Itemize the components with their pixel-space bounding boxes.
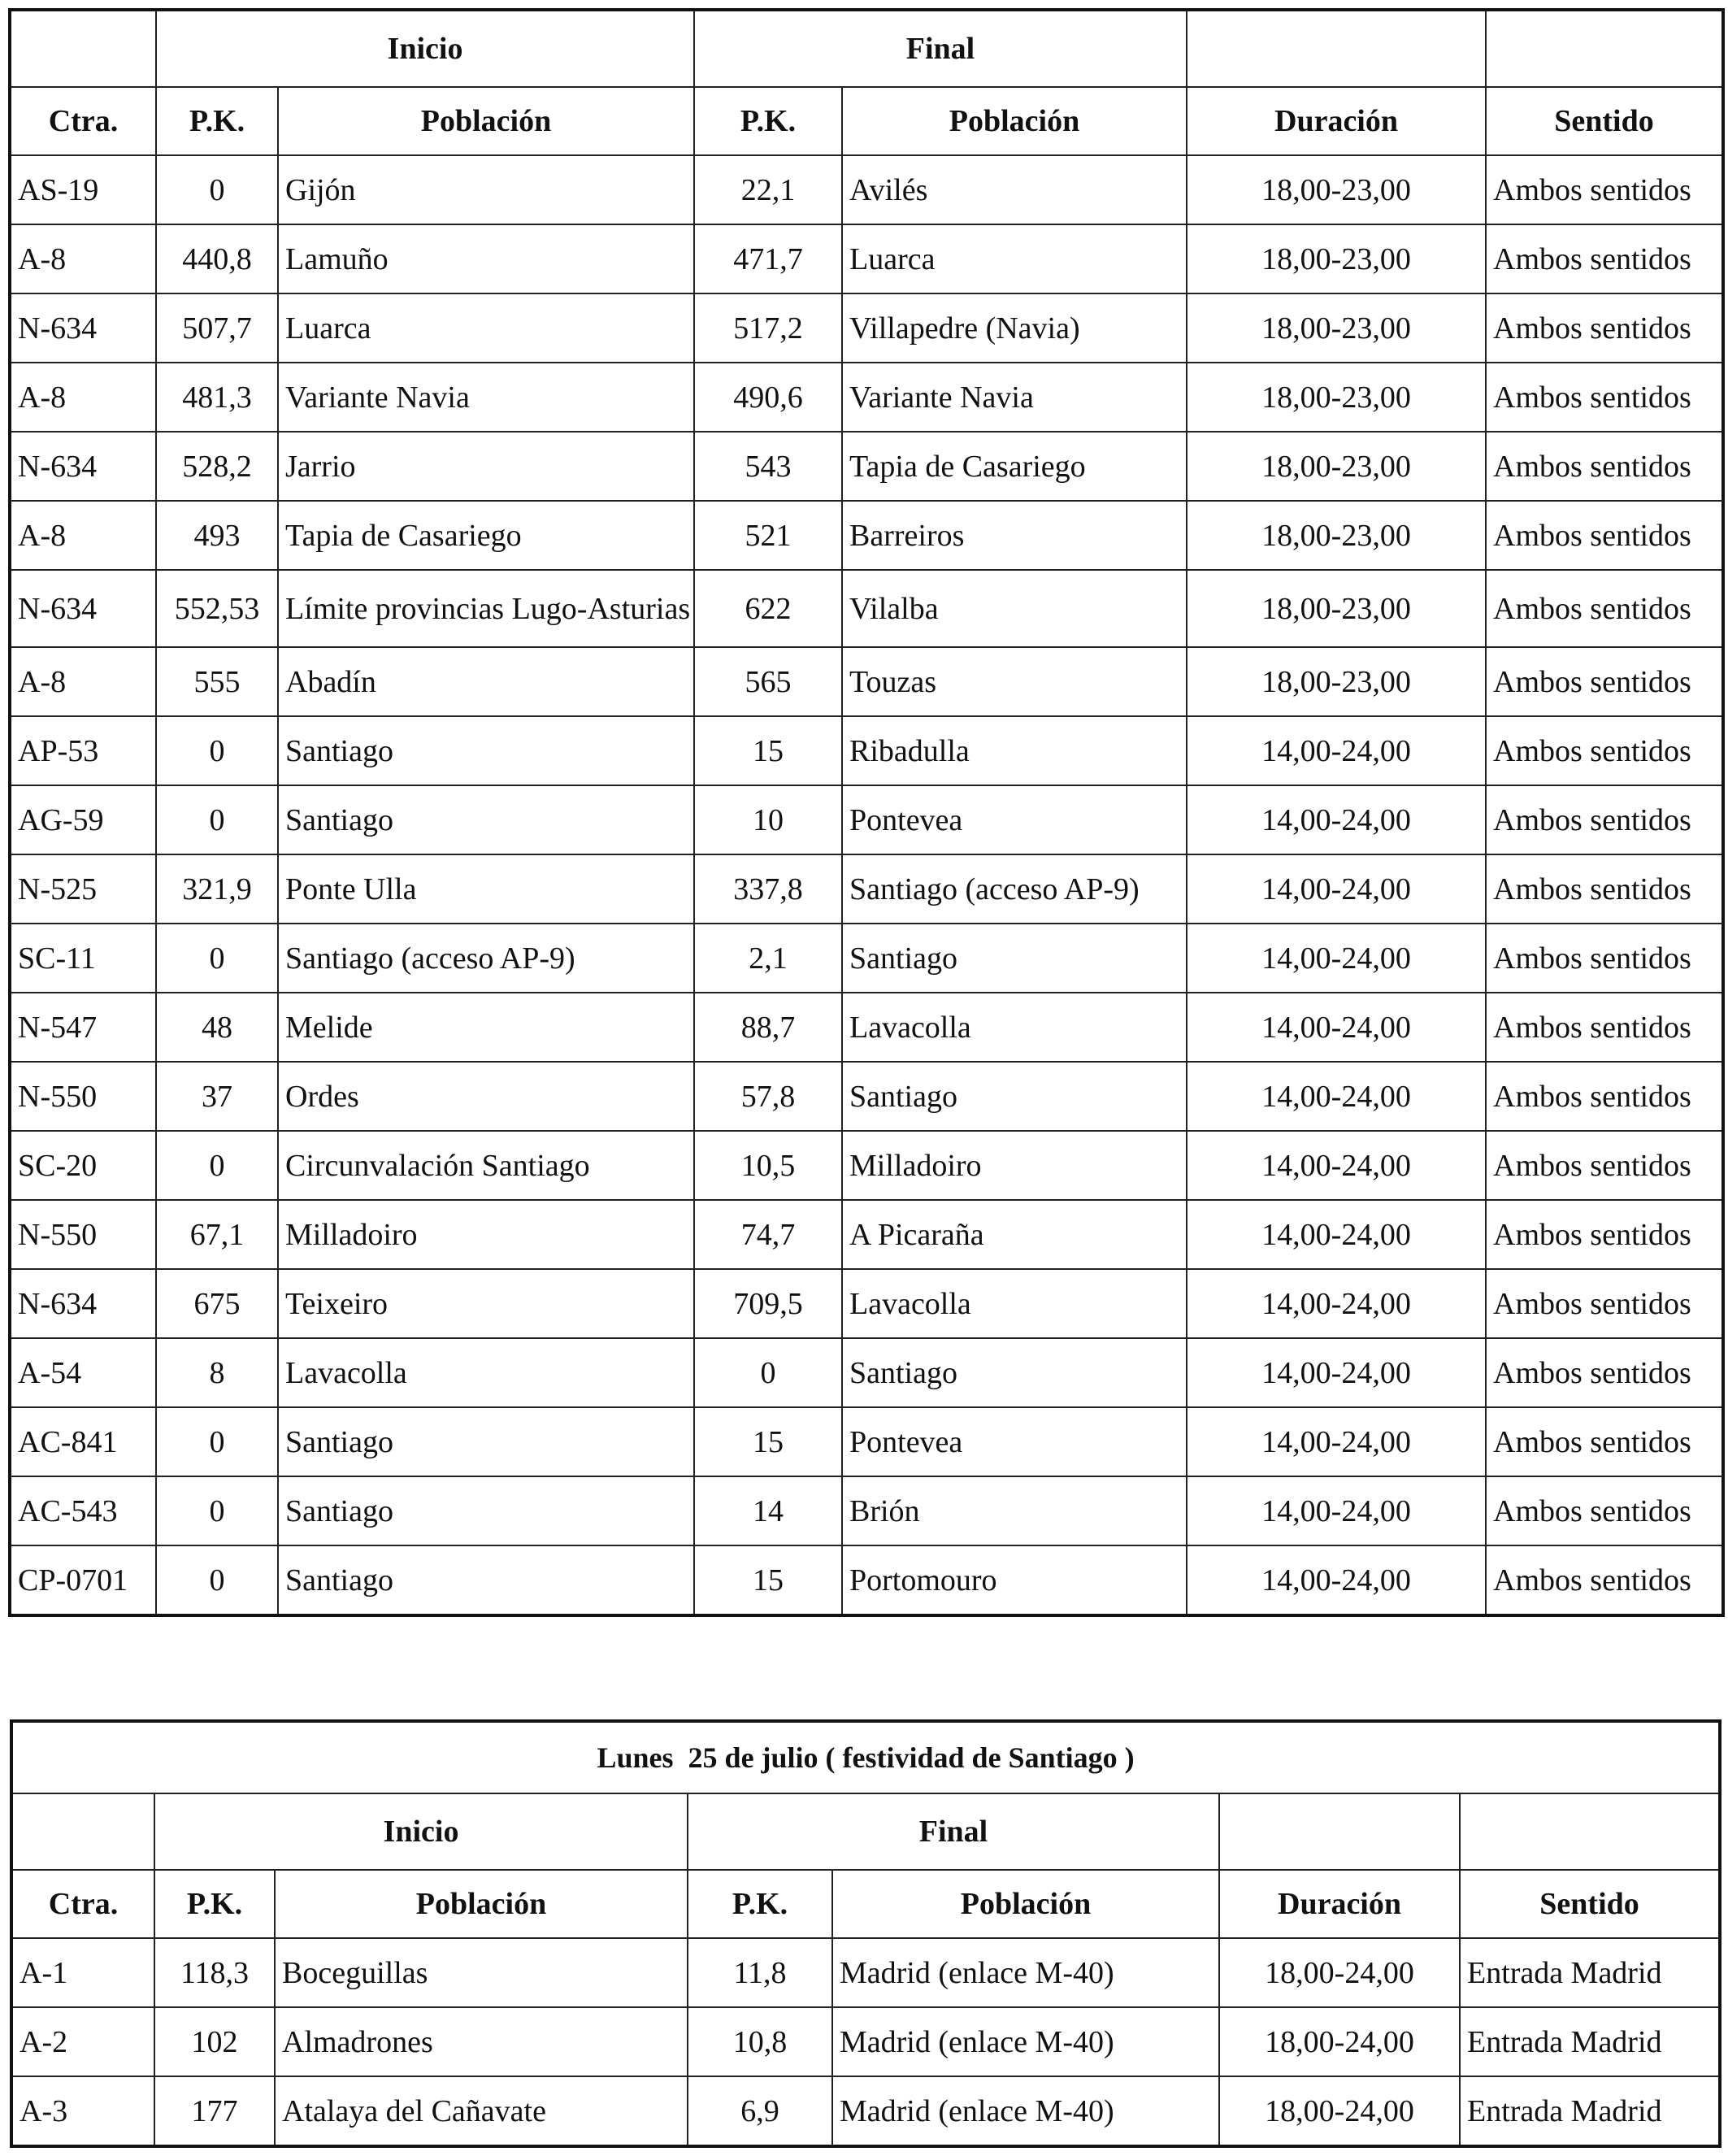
cell-end-pk: 10 — [694, 785, 842, 854]
cell-road: A-8 — [10, 501, 156, 570]
column-header-direction: Sentido — [1486, 87, 1723, 155]
cell-road: N-634 — [10, 432, 156, 501]
column-header-end-pk: P.K. — [688, 1870, 832, 1938]
end-group-header: Final — [688, 1793, 1219, 1870]
cell-start-town: Gijón — [278, 155, 694, 224]
table-row — [10, 1200, 1723, 1269]
table-row — [10, 293, 1723, 363]
cell-road: A-3 — [11, 2076, 154, 2146]
cell-start-town: Atalaya del Cañavate — [275, 2076, 688, 2146]
cell-end-town: Brión — [842, 1476, 1187, 1545]
empty-header-cell — [1486, 10, 1723, 87]
cell-road: SC-11 — [10, 924, 156, 993]
empty-header-cell — [11, 1793, 154, 1870]
cell-end-town: Tapia de Casariego — [842, 432, 1187, 501]
cell-end-town: Lavacolla — [842, 1269, 1187, 1338]
cell-start-pk: 481,3 — [156, 363, 278, 432]
table-row — [10, 924, 1723, 993]
cell-duration: 14,00-24,00 — [1187, 1131, 1486, 1200]
cell-direction: Ambos sentidos — [1486, 924, 1723, 993]
cell-start-town: Tapia de Casariego — [278, 501, 694, 570]
cell-start-pk: 118,3 — [154, 1938, 275, 2007]
cell-duration: 14,00-24,00 — [1187, 1338, 1486, 1407]
cell-direction: Ambos sentidos — [1486, 647, 1723, 716]
cell-start-pk: 48 — [156, 993, 278, 1062]
cell-direction: Ambos sentidos — [1486, 293, 1723, 363]
cell-road: N-634 — [10, 1269, 156, 1338]
cell-start-town: Abadín — [278, 647, 694, 716]
cell-direction: Ambos sentidos — [1486, 1476, 1723, 1545]
table-row — [11, 1938, 1720, 2007]
cell-start-town: Milladoiro — [278, 1200, 694, 1269]
cell-end-pk: 490,6 — [694, 363, 842, 432]
table-body — [11, 1938, 1720, 2146]
cell-duration: 14,00-24,00 — [1187, 1062, 1486, 1131]
cell-road: A-8 — [10, 224, 156, 293]
start-group-header: Inicio — [154, 1793, 688, 1870]
table-row — [10, 1131, 1723, 1200]
cell-end-town: Vilalba — [842, 570, 1187, 647]
cell-end-pk: 10,5 — [694, 1131, 842, 1200]
cell-duration: 14,00-24,00 — [1187, 854, 1486, 924]
cell-duration: 14,00-24,00 — [1187, 1545, 1486, 1615]
cell-road: AS-19 — [10, 155, 156, 224]
cell-road: A-54 — [10, 1338, 156, 1407]
cell-start-town: Luarca — [278, 293, 694, 363]
cell-direction: Ambos sentidos — [1486, 432, 1723, 501]
cell-end-pk: 15 — [694, 1545, 842, 1615]
cell-start-pk: 552,53 — [156, 570, 278, 647]
cell-start-town: Lamuño — [278, 224, 694, 293]
cell-end-town: Santiago — [842, 924, 1187, 993]
cell-duration: 14,00-24,00 — [1187, 1269, 1486, 1338]
cell-road: N-547 — [10, 993, 156, 1062]
cell-direction: Ambos sentidos — [1486, 716, 1723, 785]
cell-end-town: Variante Navia — [842, 363, 1187, 432]
cell-duration: 18,00-23,00 — [1187, 647, 1486, 716]
cell-start-town: Jarrio — [278, 432, 694, 501]
cell-start-town: Límite provincias Lugo-Asturias — [278, 570, 694, 647]
cell-start-pk: 0 — [156, 716, 278, 785]
cell-start-pk: 675 — [156, 1269, 278, 1338]
cell-duration: 14,00-24,00 — [1187, 1476, 1486, 1545]
cell-direction: Entrada Madrid — [1460, 2007, 1720, 2076]
table-row — [10, 1545, 1723, 1615]
table-row — [10, 224, 1723, 293]
column-header-start-town: Población — [275, 1870, 688, 1938]
cell-direction: Ambos sentidos — [1486, 1131, 1723, 1200]
cell-road: A-8 — [10, 647, 156, 716]
column-header-direction: Sentido — [1460, 1870, 1720, 1938]
cell-end-town: Santiago — [842, 1062, 1187, 1131]
table-title: Lunes 25 de julio ( festividad de Santiago ) — [11, 1721, 1720, 1793]
empty-header-cell — [10, 10, 156, 87]
cell-end-pk: 6,9 — [688, 2076, 832, 2146]
cell-start-town: Santiago — [278, 785, 694, 854]
cell-start-pk: 0 — [156, 924, 278, 993]
column-header-end-pk: P.K. — [694, 87, 842, 155]
santiago-holiday-table — [10, 1719, 1721, 2148]
cell-start-pk: 177 — [154, 2076, 275, 2146]
cell-direction: Ambos sentidos — [1486, 1062, 1723, 1131]
cell-road: AP-53 — [10, 716, 156, 785]
cell-end-pk: 11,8 — [688, 1938, 832, 2007]
column-header-end-town: Población — [832, 1870, 1219, 1938]
table-row — [10, 432, 1723, 501]
cell-start-pk: 321,9 — [156, 854, 278, 924]
cell-direction: Ambos sentidos — [1486, 1407, 1723, 1476]
cell-road: AC-841 — [10, 1407, 156, 1476]
cell-direction: Ambos sentidos — [1486, 155, 1723, 224]
cell-duration: 18,00-23,00 — [1187, 501, 1486, 570]
cell-direction: Ambos sentidos — [1486, 1545, 1723, 1615]
cell-road: N-525 — [10, 854, 156, 924]
cell-duration: 14,00-24,00 — [1187, 785, 1486, 854]
cell-end-pk: 57,8 — [694, 1062, 842, 1131]
cell-start-town: Teixeiro — [278, 1269, 694, 1338]
cell-end-town: Madrid (enlace M-40) — [832, 2007, 1219, 2076]
cell-direction: Entrada Madrid — [1460, 1938, 1720, 2007]
cell-direction: Ambos sentidos — [1486, 1200, 1723, 1269]
cell-start-town: Variante Navia — [278, 363, 694, 432]
cell-end-town: Villapedre (Navia) — [842, 293, 1187, 363]
cell-start-town: Santiago — [278, 1476, 694, 1545]
empty-header-cell — [1187, 10, 1486, 87]
table-row — [10, 155, 1723, 224]
cell-end-town: A Picaraña — [842, 1200, 1187, 1269]
table-row — [10, 716, 1723, 785]
cell-duration: 14,00-24,00 — [1187, 924, 1486, 993]
column-header-end-town: Población — [842, 87, 1187, 155]
cell-direction: Ambos sentidos — [1486, 785, 1723, 854]
cell-road: AG-59 — [10, 785, 156, 854]
cell-end-pk: 88,7 — [694, 993, 842, 1062]
cell-start-town: Santiago — [278, 716, 694, 785]
cell-duration: 18,00-24,00 — [1219, 1938, 1460, 2007]
table-row — [10, 1407, 1723, 1476]
cell-road: N-634 — [10, 293, 156, 363]
cell-end-town: Pontevea — [842, 1407, 1187, 1476]
table-row — [11, 2076, 1720, 2146]
cell-end-pk: 517,2 — [694, 293, 842, 363]
cell-duration: 18,00-23,00 — [1187, 432, 1486, 501]
cell-start-pk: 0 — [156, 1476, 278, 1545]
cell-road: CP-0701 — [10, 1545, 156, 1615]
cell-start-pk: 440,8 — [156, 224, 278, 293]
cell-duration: 18,00-23,00 — [1187, 570, 1486, 647]
cell-end-town: Santiago — [842, 1338, 1187, 1407]
cell-duration: 18,00-23,00 — [1187, 155, 1486, 224]
cell-end-pk: 74,7 — [694, 1200, 842, 1269]
cell-end-town: Luarca — [842, 224, 1187, 293]
cell-start-town: Ponte Ulla — [278, 854, 694, 924]
table-row — [10, 363, 1723, 432]
cell-end-town: Madrid (enlace M-40) — [832, 1938, 1219, 2007]
cell-end-pk: 543 — [694, 432, 842, 501]
table-row — [10, 785, 1723, 854]
cell-direction: Ambos sentidos — [1486, 224, 1723, 293]
cell-end-town: Ribadulla — [842, 716, 1187, 785]
cell-end-town: Avilés — [842, 155, 1187, 224]
cell-start-town: Lavacolla — [278, 1338, 694, 1407]
cell-start-town: Almadrones — [275, 2007, 688, 2076]
cell-start-pk: 528,2 — [156, 432, 278, 501]
cell-start-pk: 0 — [156, 785, 278, 854]
cell-end-pk: 709,5 — [694, 1269, 842, 1338]
cell-direction: Ambos sentidos — [1486, 501, 1723, 570]
cell-end-town: Touzas — [842, 647, 1187, 716]
cell-start-town: Ordes — [278, 1062, 694, 1131]
column-header-start-pk: P.K. — [156, 87, 278, 155]
cell-end-pk: 521 — [694, 501, 842, 570]
cell-end-pk: 15 — [694, 1407, 842, 1476]
cell-duration: 14,00-24,00 — [1187, 1200, 1486, 1269]
cell-road: SC-20 — [10, 1131, 156, 1200]
cell-duration: 18,00-24,00 — [1219, 2007, 1460, 2076]
table-row — [10, 1062, 1723, 1131]
cell-start-pk: 493 — [156, 501, 278, 570]
cell-road: N-634 — [10, 570, 156, 647]
column-header-start-pk: P.K. — [154, 1870, 275, 1938]
cell-direction: Entrada Madrid — [1460, 2076, 1720, 2146]
cell-end-town: Lavacolla — [842, 993, 1187, 1062]
cell-duration: 18,00-24,00 — [1219, 2076, 1460, 2146]
cell-start-pk: 507,7 — [156, 293, 278, 363]
cell-end-town: Santiago (acceso AP-9) — [842, 854, 1187, 924]
table-row — [11, 2007, 1720, 2076]
column-header-duration: Duración — [1219, 1870, 1460, 1938]
cell-end-pk: 22,1 — [694, 155, 842, 224]
cell-end-town: Barreiros — [842, 501, 1187, 570]
cell-start-pk: 67,1 — [156, 1200, 278, 1269]
column-header-duration: Duración — [1187, 87, 1486, 155]
cell-end-pk: 622 — [694, 570, 842, 647]
cell-start-town: Melide — [278, 993, 694, 1062]
cell-end-pk: 565 — [694, 647, 842, 716]
cell-start-pk: 8 — [156, 1338, 278, 1407]
table-row — [10, 1476, 1723, 1545]
column-header-start-town: Población — [278, 87, 694, 155]
empty-header-cell — [1219, 1793, 1460, 1870]
cell-start-town: Santiago — [278, 1407, 694, 1476]
cell-end-pk: 471,7 — [694, 224, 842, 293]
cell-direction: Ambos sentidos — [1486, 854, 1723, 924]
cell-road: N-550 — [10, 1200, 156, 1269]
cell-road: A-1 — [11, 1938, 154, 2007]
column-header-road: Ctra. — [11, 1870, 154, 1938]
cell-end-pk: 15 — [694, 716, 842, 785]
cell-start-pk: 102 — [154, 2007, 275, 2076]
cell-start-pk: 0 — [156, 1131, 278, 1200]
cell-end-town: Madrid (enlace M-40) — [832, 2076, 1219, 2146]
cell-duration: 18,00-23,00 — [1187, 293, 1486, 363]
cell-road: A-8 — [10, 363, 156, 432]
cell-end-town: Portomouro — [842, 1545, 1187, 1615]
cell-duration: 18,00-23,00 — [1187, 363, 1486, 432]
cell-end-pk: 337,8 — [694, 854, 842, 924]
traffic-restrictions-table — [8, 8, 1725, 1617]
cell-duration: 14,00-24,00 — [1187, 1407, 1486, 1476]
cell-direction: Ambos sentidos — [1486, 570, 1723, 647]
cell-end-town: Milladoiro — [842, 1131, 1187, 1200]
cell-end-pk: 0 — [694, 1338, 842, 1407]
cell-start-pk: 0 — [156, 1407, 278, 1476]
table-row — [10, 647, 1723, 716]
table-row — [10, 993, 1723, 1062]
cell-duration: 18,00-23,00 — [1187, 224, 1486, 293]
end-group-header: Final — [694, 10, 1187, 87]
start-group-header: Inicio — [156, 10, 694, 87]
cell-direction: Ambos sentidos — [1486, 993, 1723, 1062]
cell-direction: Ambos sentidos — [1486, 1338, 1723, 1407]
cell-duration: 14,00-24,00 — [1187, 993, 1486, 1062]
cell-start-pk: 37 — [156, 1062, 278, 1131]
cell-start-town: Santiago (acceso AP-9) — [278, 924, 694, 993]
cell-start-town: Circunvalación Santiago — [278, 1131, 694, 1200]
cell-start-pk: 555 — [156, 647, 278, 716]
cell-start-town: Boceguillas — [275, 1938, 688, 2007]
table-row — [10, 1269, 1723, 1338]
cell-direction: Ambos sentidos — [1486, 1269, 1723, 1338]
table-body — [10, 155, 1723, 1615]
table-row — [10, 570, 1723, 647]
table-row — [10, 1338, 1723, 1407]
cell-end-pk: 10,8 — [688, 2007, 832, 2076]
table-row — [10, 854, 1723, 924]
cell-road: A-2 — [11, 2007, 154, 2076]
cell-end-pk: 2,1 — [694, 924, 842, 993]
cell-direction: Ambos sentidos — [1486, 363, 1723, 432]
cell-start-pk: 0 — [156, 1545, 278, 1615]
empty-header-cell — [1460, 1793, 1720, 1870]
cell-road: AC-543 — [10, 1476, 156, 1545]
cell-start-town: Santiago — [278, 1545, 694, 1615]
table-row — [10, 501, 1723, 570]
cell-end-pk: 14 — [694, 1476, 842, 1545]
column-header-road: Ctra. — [10, 87, 156, 155]
cell-duration: 14,00-24,00 — [1187, 716, 1486, 785]
cell-start-pk: 0 — [156, 155, 278, 224]
cell-road: N-550 — [10, 1062, 156, 1131]
cell-end-town: Pontevea — [842, 785, 1187, 854]
